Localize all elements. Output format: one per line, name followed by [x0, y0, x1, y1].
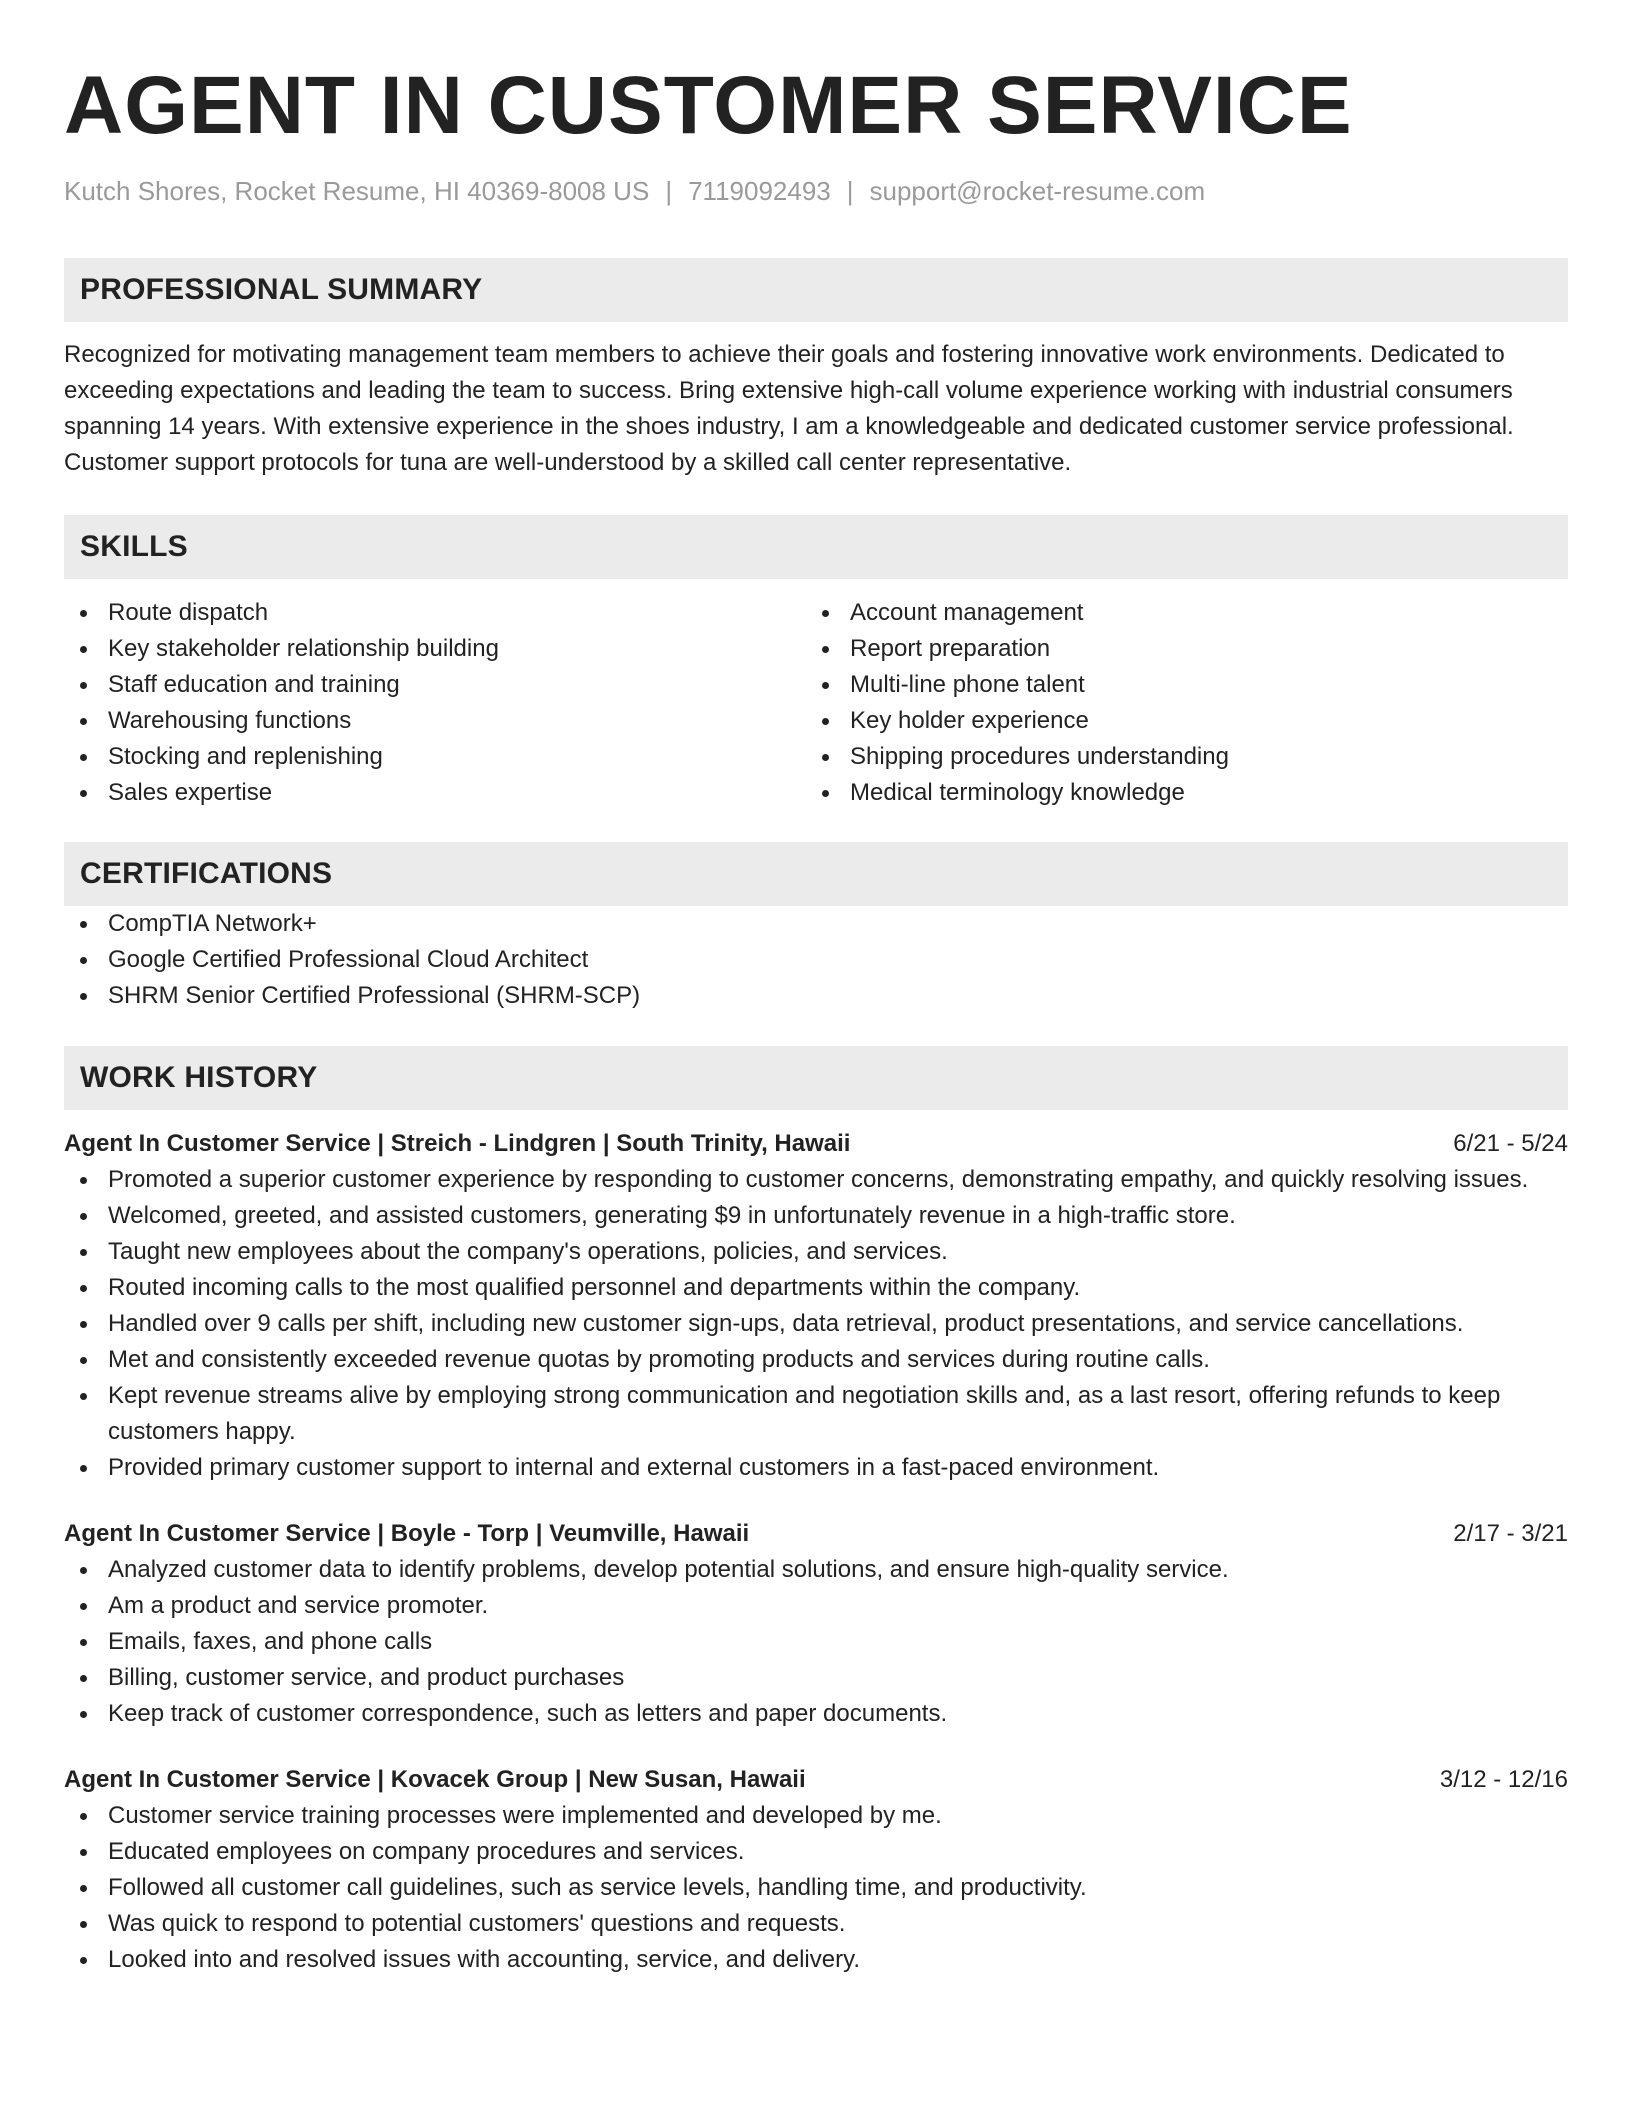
bullet-icon — [80, 1357, 87, 1364]
skills-heading: SKILLS — [64, 515, 1568, 579]
list-item-text: Am a product and service promoter. — [108, 1592, 489, 1619]
bullet-icon — [822, 646, 829, 653]
bullet-icon — [80, 1321, 87, 1328]
list-item — [64, 1342, 1568, 1378]
bullet-icon — [80, 1813, 87, 1820]
list-item — [64, 1234, 1568, 1270]
list-item — [806, 739, 1548, 775]
bullet-icon — [80, 921, 87, 928]
list-item-text: Account management — [850, 599, 1084, 626]
list-item-text: Customer service training processes were implemented and developed by me. — [108, 1802, 942, 1829]
list-item-text: Keep track of customer correspondence, such as letters and paper documents. — [108, 1700, 948, 1727]
bullet-icon — [822, 682, 829, 689]
bullet-icon — [80, 1213, 87, 1220]
contact-line — [64, 174, 1568, 208]
list-item-text: Educated employees on company procedures and services. — [108, 1838, 745, 1865]
bullet-icon — [80, 1675, 87, 1682]
job-title: Agent In Customer Service | Streich - Lindgren | South Trinity, Hawaii — [64, 1130, 851, 1157]
summary-heading: PROFESSIONAL SUMMARY — [64, 258, 1568, 322]
job-bullets — [64, 1798, 1568, 1978]
bullet-icon — [80, 610, 87, 617]
job-entry — [64, 1516, 1568, 1732]
list-item — [64, 906, 1568, 942]
bullet-icon — [822, 718, 829, 725]
list-item-text: Multi-line phone talent — [850, 671, 1085, 698]
resume-page — [64, 0, 1568, 1978]
list-item-text: Analyzed customer data to identify problems, develop potential solutions, and ensure high-quality service. — [108, 1556, 1229, 1583]
list-item-text: Billing, customer service, and product purchases — [108, 1664, 625, 1691]
list-item-text: Followed all customer call guidelines, such as service levels, handling time, and productivity. — [108, 1874, 1087, 1901]
skills-list-right — [806, 595, 1548, 811]
list-item — [64, 1588, 1568, 1624]
bullet-icon — [822, 754, 829, 761]
list-item-text: Looked into and resolved issues with accounting, service, and delivery. — [108, 1946, 860, 1973]
list-item-text: Was quick to respond to potential customers' questions and requests. — [108, 1910, 846, 1937]
list-item-text: Promoted a superior customer experience by responding to customer concerns, demonstrating empathy, and quickly resolving issues. — [108, 1166, 1529, 1193]
bullet-icon — [80, 957, 87, 964]
bullet-icon — [80, 993, 87, 1000]
list-item-text: CompTIA Network+ — [108, 910, 317, 937]
list-item-text: SHRM Senior Certified Professional (SHRM-SCP) — [108, 982, 641, 1009]
list-item — [64, 1306, 1568, 1342]
bullet-icon — [80, 1177, 87, 1184]
skills-columns — [64, 595, 1568, 811]
bullet-icon — [80, 1885, 87, 1892]
list-item — [64, 942, 1568, 978]
bullet-icon — [80, 1465, 87, 1472]
list-item-text: Key stakeholder relationship building — [108, 635, 499, 662]
bullet-icon — [80, 1639, 87, 1646]
bullet-icon — [80, 1567, 87, 1574]
list-item — [64, 1552, 1568, 1588]
bullet-icon — [80, 1603, 87, 1610]
summary-text: Recognized for motivating management team members to achieve their goals and fostering innovative work environments. Dedicated to exceeding expectations and leading the team to success. Bring extensive high-call volume experience working with industrial consumers spanning 14 years. With extensive experience in the shoes industry, I am a knowledgeable and dedicated customer service professional. Customer support protocols for tuna are well-understood by a skilled call center representative. — [64, 341, 1514, 476]
list-item — [64, 1942, 1568, 1978]
skills-column-left — [64, 595, 806, 811]
list-item — [806, 703, 1548, 739]
list-item-text: Emails, faxes, and phone calls — [108, 1628, 433, 1655]
list-item — [64, 1906, 1568, 1942]
work-history-list — [64, 1126, 1568, 1978]
job-title: Agent In Customer Service | Kovacek Group | New Susan, Hawaii — [64, 1766, 806, 1793]
list-item — [64, 1270, 1568, 1306]
list-item-text: Routed incoming calls to the most qualified personnel and departments within the company. — [108, 1274, 1081, 1301]
list-item-text: Warehousing functions — [108, 707, 352, 734]
bullet-icon — [822, 610, 829, 617]
list-item-text: Medical terminology knowledge — [850, 779, 1185, 806]
list-item — [64, 1798, 1568, 1834]
list-item — [64, 775, 806, 811]
list-item — [64, 1378, 1568, 1450]
list-item-text: Provided primary customer support to internal and external customers in a fast-paced environment. — [108, 1454, 1160, 1481]
list-item — [64, 1198, 1568, 1234]
list-item-text: Key holder experience — [850, 707, 1089, 734]
skills-list-left — [64, 595, 806, 811]
bullet-icon — [80, 682, 87, 689]
bullet-icon — [80, 1393, 87, 1400]
list-item — [64, 739, 806, 775]
certifications-list — [64, 906, 1568, 1014]
list-item — [64, 1834, 1568, 1870]
list-item — [806, 631, 1548, 667]
list-item — [64, 1162, 1568, 1198]
list-item-text: Stocking and replenishing — [108, 743, 383, 770]
list-item-text: Welcomed, greeted, and assisted customers, generating $9 in unfortunately revenue in a high-traffic store. — [108, 1202, 1236, 1229]
work-history-heading: WORK HISTORY — [64, 1046, 1568, 1110]
contact-email: support@rocket-resume.com — [869, 176, 1206, 206]
bullet-icon — [80, 1285, 87, 1292]
bullet-icon — [80, 1711, 87, 1718]
list-item — [64, 595, 806, 631]
contact-phone: 7119092493 — [688, 176, 831, 206]
bullet-icon — [80, 790, 87, 797]
bullet-icon — [80, 1957, 87, 1964]
list-item — [64, 1696, 1568, 1732]
job-entry — [64, 1126, 1568, 1486]
job-bullets — [64, 1162, 1568, 1486]
list-item — [64, 1660, 1568, 1696]
list-item-text: Report preparation — [850, 635, 1051, 662]
bullet-icon — [80, 1249, 87, 1256]
bullet-icon — [80, 646, 87, 653]
bullet-icon — [80, 754, 87, 761]
skills-column-right — [806, 595, 1548, 811]
certifications-heading: CERTIFICATIONS — [64, 842, 1568, 906]
list-item — [64, 1624, 1568, 1660]
job-header — [64, 1126, 1568, 1162]
list-item — [806, 775, 1548, 811]
contact-separator: | — [846, 176, 854, 206]
list-item — [64, 1870, 1568, 1906]
contact-address: Kutch Shores, Rocket Resume, HI 40369-8008 US — [64, 176, 650, 206]
list-item — [806, 595, 1548, 631]
list-item-text: Shipping procedures understanding — [850, 743, 1229, 770]
list-item — [64, 667, 806, 703]
list-item-text: Met and consistently exceeded revenue quotas by promoting products and services during routine calls. — [108, 1346, 1210, 1373]
list-item-text: Route dispatch — [108, 599, 269, 626]
list-item-text: Taught new employees about the company's operations, policies, and services. — [108, 1238, 948, 1265]
bullet-icon — [822, 790, 829, 797]
job-entry — [64, 1762, 1568, 1978]
list-item-text: Handled over 9 calls per shift, including new customer sign-ups, data retrieval, product presentations, and service cancellations. — [108, 1310, 1464, 1337]
job-dates: 3/12 - 12/16 — [1439, 1766, 1568, 1793]
contact-separator: | — [665, 176, 673, 206]
list-item — [64, 631, 806, 667]
list-item — [64, 703, 806, 739]
job-header — [64, 1762, 1568, 1798]
list-item-text: Staff education and training — [108, 671, 400, 698]
job-title: Agent In Customer Service | Boyle - Torp | Veumville, Hawaii — [64, 1520, 750, 1547]
job-dates: 6/21 - 5/24 — [1453, 1130, 1568, 1157]
job-bullets — [64, 1552, 1568, 1732]
job-dates: 2/17 - 3/21 — [1453, 1520, 1568, 1547]
list-item — [806, 667, 1548, 703]
list-item-text: Sales expertise — [108, 779, 273, 806]
bullet-icon — [80, 1921, 87, 1928]
list-item-text: Kept revenue streams alive by employing strong communication and negotiation skills and, as a last resort, offering refunds to keep customers happy. — [108, 1382, 1501, 1445]
list-item — [64, 978, 1568, 1014]
job-header — [64, 1516, 1568, 1552]
bullet-icon — [80, 1849, 87, 1856]
bullet-icon — [80, 718, 87, 725]
resume-name: AGENT IN CUSTOMER SERVICE — [64, 60, 1353, 151]
list-item — [64, 1450, 1568, 1486]
list-item-text: Google Certified Professional Cloud Architect — [108, 946, 589, 973]
